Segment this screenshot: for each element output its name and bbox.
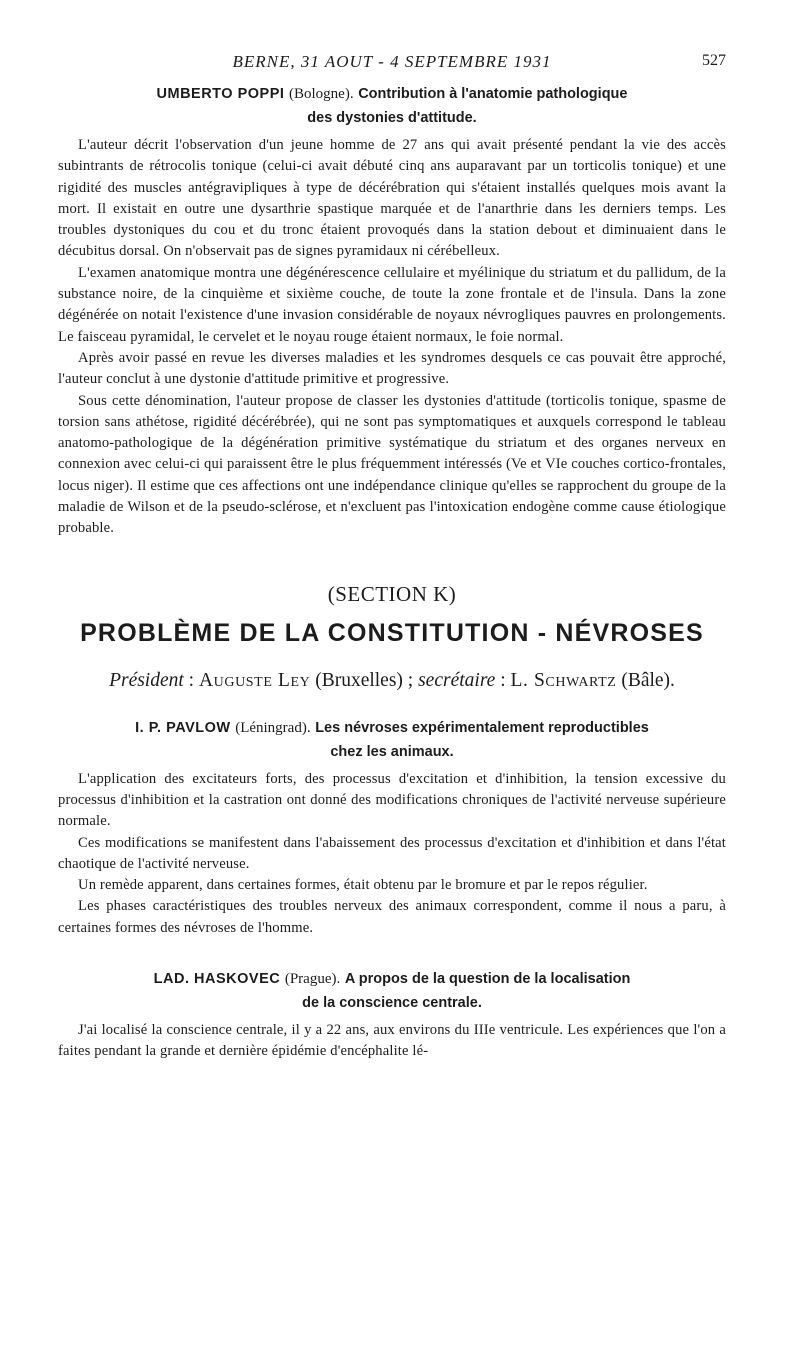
article-2-location: (Léningrad). bbox=[235, 719, 311, 736]
article-3-title-line-1: A propos de la question de la localisation bbox=[344, 971, 631, 988]
article-2-header bbox=[58, 716, 726, 764]
president-name: Auguste Ley bbox=[198, 669, 311, 691]
article-3-header bbox=[58, 967, 726, 1015]
article-1-body bbox=[58, 135, 726, 540]
page bbox=[58, 52, 726, 1063]
secretary-label: secrétaire bbox=[418, 669, 496, 691]
article-2-paragraph: L'application des excitateurs forts, des processus d'excitation et d'inhibition, la tension excessive du processus d'inhibition et la castration ont donné des modifications chroniques de l'activité nerveuse supérieure normale. bbox=[58, 770, 726, 830]
article-1-title-line-2: des dystonies d'attitude. bbox=[307, 110, 477, 126]
secretary-name: L. Schwartz bbox=[510, 669, 617, 691]
article-2-title-line-2: chez les animaux. bbox=[330, 743, 454, 760]
section-heading: PROBLÈME DE LA CONSTITUTION - NÉVROSES bbox=[80, 618, 704, 647]
article-1-title-line-1: Contribution à l'anatomie pathologique bbox=[358, 86, 628, 102]
article-2-title-line-1: Les névroses expérimentalement reproductibles bbox=[315, 719, 649, 736]
article-2-paragraph: Ces modifications se manifestent dans l'abaissement des processus d'excitation et d'inhibition et dans l'état chaotique de l'activité nerveuse. bbox=[58, 834, 726, 872]
article-2-paragraph: Les phases caractéristiques des troubles nerveux des animaux correspondent, comme il nous a paru, à certaines formes des névroses de l'homme. bbox=[58, 898, 726, 936]
article-1-author: UMBERTO POPPI bbox=[156, 86, 285, 102]
article-3-body bbox=[58, 1020, 726, 1063]
article-2-paragraph: Un remède apparent, dans certaines formes, était obtenu par le bromure et par le repos régulier. bbox=[78, 877, 648, 894]
page-number: 527 bbox=[702, 52, 726, 69]
running-head-title: BERNE, 31 AOUT - 4 SEPTEMBRE 1931 bbox=[232, 52, 552, 71]
secretary-city: (Bâle). bbox=[621, 669, 675, 691]
president-label: Président bbox=[109, 669, 184, 691]
president-city: (Bruxelles) ; bbox=[315, 669, 414, 691]
article-1-location: (Bologne). bbox=[289, 86, 354, 102]
section-label: (SECTION K) bbox=[327, 581, 457, 606]
article-3-location: (Prague). bbox=[284, 971, 341, 988]
article-1-paragraph: Après avoir passé en revue les diverses maladies et les syndromes desquels ce cas pouvait être approché, l'auteur conclut à une dystonie d'attitude primitive et progressive. bbox=[58, 349, 726, 388]
running-head bbox=[58, 52, 726, 76]
article-3-author: LAD. HASKOVEC bbox=[153, 971, 281, 988]
article-1-header bbox=[58, 82, 726, 130]
article-1-paragraph: Sous cette dénomination, l'auteur propose de classer les dystonies d'attitude (torticolis tonique, spasme de torsion sans athétose, rigidité décérébrée), qui ne sont pas symptomatiques et auxquels correspond le tableau anatomo-pathologique de la dégénération primitive systématique du striatum et des organes nerveux en connexion avec celui-ci qui paraissent être le plus fréquemment intéressés (Ve et VIe couches cortico-frontales, locus niger). Il estime que ces affections ont une indépendance clinique qu'elles se rapprochent du groupe de la maladie de Wilson et de la pseudo-sclérose, et n'excluent pas l'intoxication endogène comme cause étiologique probable. bbox=[58, 392, 726, 537]
article-1-paragraph: L'auteur décrit l'observation d'un jeune homme de 27 ans qui avait présenté pendant la vie des accès subintrants de rétrocolis tonique (celui-ci avait débuté cinq ans auparavant par un torticolis tonique) et une rigidité des muscles antégravipliques à type de décérébration qui s'étaient installés quelques mois avant la mort. Il existait en outre une dysarthrie spastique marquée et de l'anarthrie dans les derniers temps. Les troubles dystoniques du cou et du tronc étaient provoqués dans la station debout et diminuaient dans le décubitus dorsal. On n'observait pas de signes pyramidaux ni cérébelleux. bbox=[58, 137, 726, 260]
article-2-author: I. P. PAVLOW bbox=[135, 719, 231, 736]
article-1-paragraph: L'examen anatomique montra une dégénérescence cellulaire et myélinique du striatum et du pallidum, de la substance noire, de la cinquième et sixième couche, de toute la zone frontale et de l'insula. Dans la zone dégénérée on notait l'existence d'une invasion considérable de noyaux névrogliques pauvres en prolongements. Le faisceau pyramidal, le cervelet et le noyau rouge étaient normaux, le foie normal. bbox=[58, 264, 726, 345]
article-2-body bbox=[58, 769, 726, 939]
section-bureau: Président : Auguste Ley (Bruxelles) ; secrétaire : L. Schwartz (Bâle). bbox=[109, 669, 675, 691]
article-3-paragraph: J'ai localisé la conscience centrale, il y a 22 ans, aux environs du IIIe ventricule. Les expériences que l'on a faites pendant la grande et dernière épidémie d'encéphalite lé- bbox=[58, 1022, 726, 1060]
article-3-title-line-2: de la conscience centrale. bbox=[302, 995, 482, 1012]
